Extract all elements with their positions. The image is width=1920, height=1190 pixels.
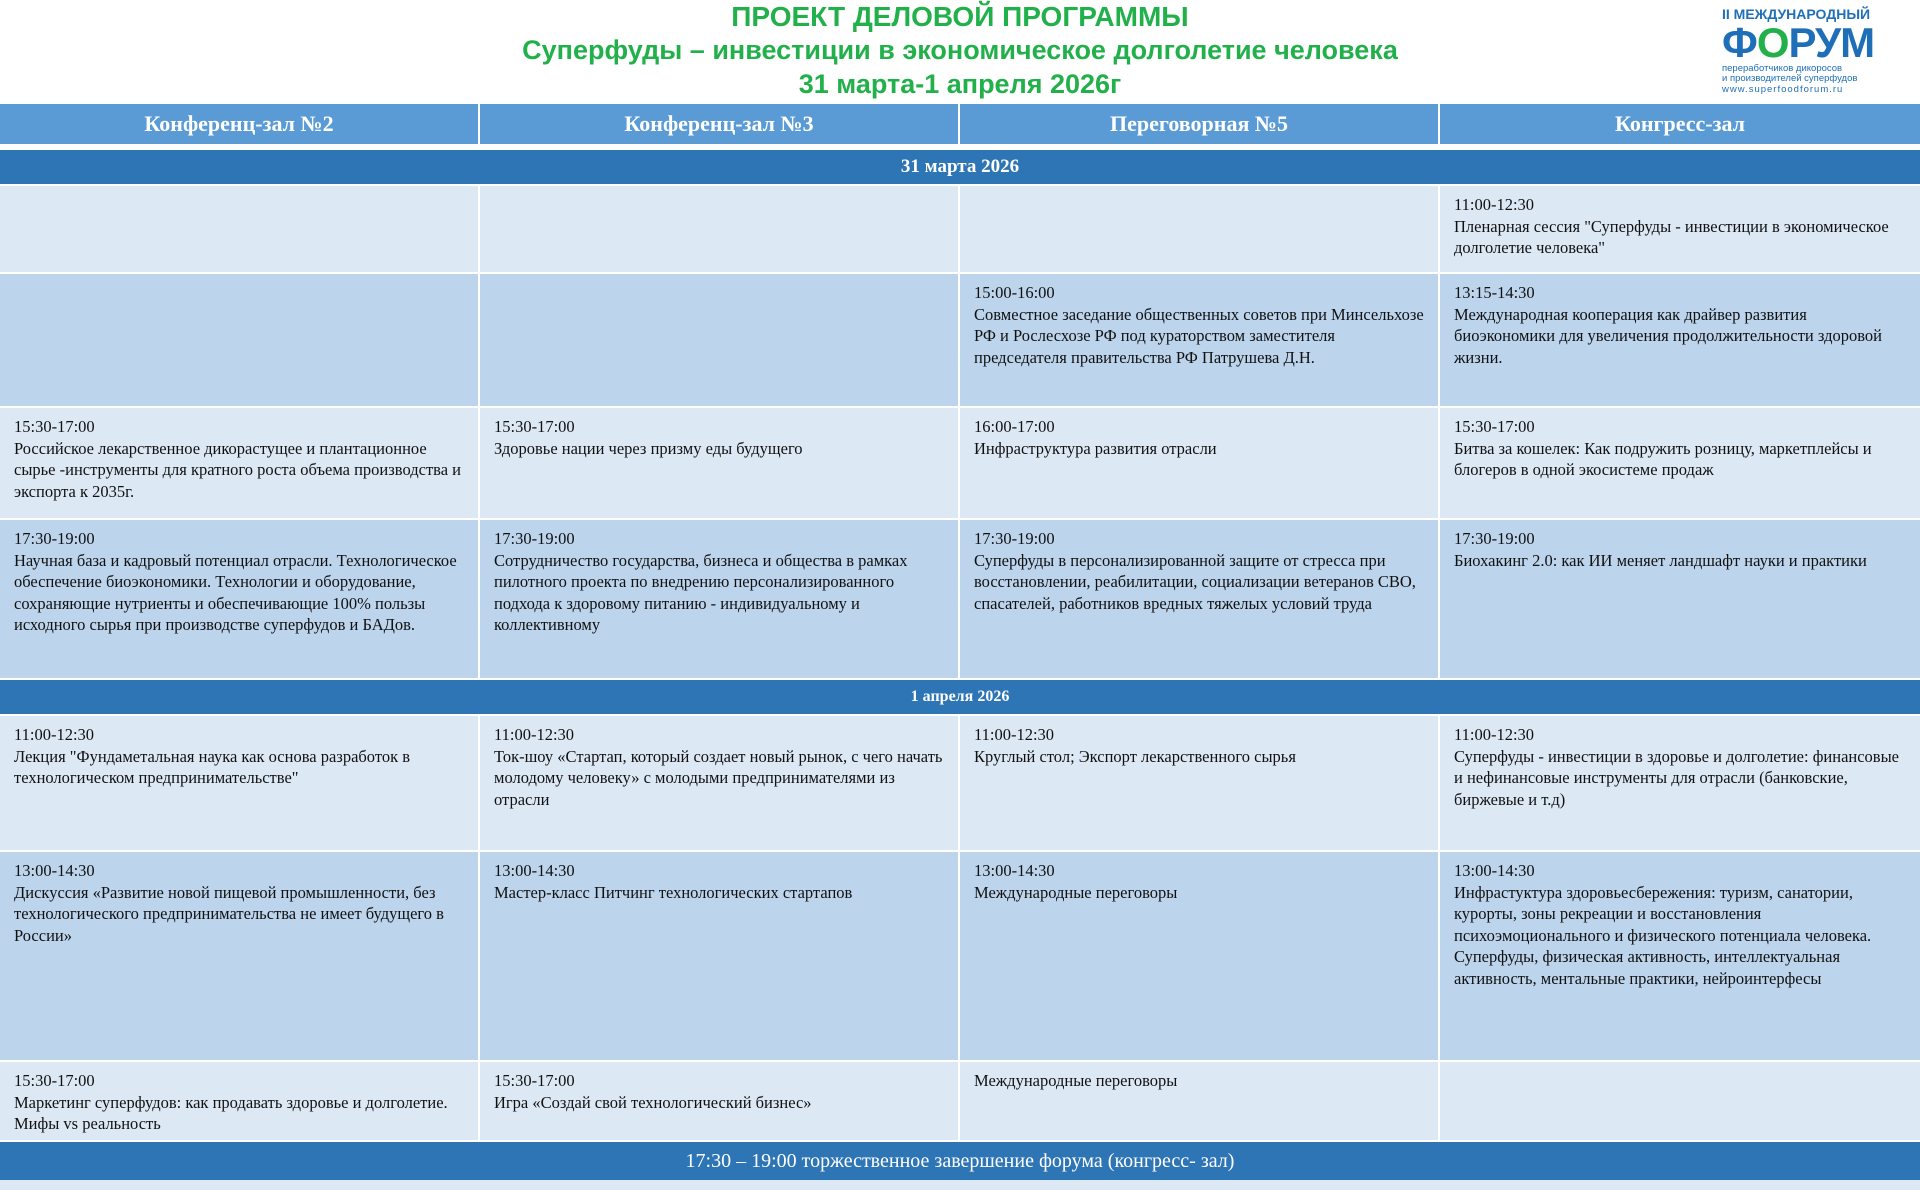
session-title: Сотрудничество государства, бизнеса и общества в рамках пилотного проекта по внедрению персонализированного подхода к здоровому питанию - индивидуальному и коллективному [494, 550, 908, 634]
session-cell [1440, 408, 1920, 520]
empty-cell [480, 274, 960, 408]
session-cell [0, 852, 480, 1062]
session-cell [480, 852, 960, 1062]
program-dates: 31 марта-1 апреля 2026г [798, 69, 1122, 99]
schedule-row [0, 408, 1920, 520]
session-cell [960, 852, 1440, 1062]
schedule-row [0, 186, 1920, 274]
session-title: Международная кооперация как драйвер развития биоэкономики для увеличения продолжительности здоровой жизни. [1454, 304, 1883, 367]
forum-logo [1722, 6, 1882, 102]
session-time: 13:00-14:30 [494, 861, 575, 880]
session-title: Научная база и кадровый потенциал отрасли. Технологическое обеспечение биоэкономики. Технологии и оборудование, сохраняющие нутриенты и обеспечивающие 100% пользы исходного сырья при производстве суперфудов и БАДов. [14, 550, 457, 634]
session-time: 17:30-19:00 [974, 529, 1055, 548]
session-cell [1440, 520, 1920, 680]
session-title: Международные переговоры [974, 882, 1178, 902]
session-cell [960, 716, 1440, 852]
leaf-o-icon: О [1756, 19, 1789, 66]
column-header: Переговорная №5 [960, 104, 1440, 146]
program-subtitle: Суперфуды – инвестиции в экономическое долголетие человека [522, 35, 1398, 65]
session-cell [1440, 852, 1920, 1062]
session-time: 13:00-14:30 [14, 861, 95, 880]
session-title: Мастер-класс Питчинг технологических стартапов [494, 882, 853, 902]
session-cell [0, 716, 480, 852]
session-cell [960, 408, 1440, 520]
session-title: Ток-шоу «Стартап, который создает новый рынок, с чего начать молодому человеку» с молодыми предпринимателями из отрасли [494, 746, 943, 809]
session-time: 15:30-17:00 [494, 417, 575, 436]
program-title: ПРОЕКТ ДЕЛОВОЙ ПРОГРАММЫ [731, 1, 1189, 32]
session-cell [0, 520, 480, 680]
day-header: 31 марта 2026 [0, 150, 1920, 186]
session-cell [960, 1062, 1440, 1142]
empty-cell [480, 186, 960, 274]
schedule-row [0, 274, 1920, 408]
day-header: 1 апреля 2026 [0, 680, 1920, 716]
logo-website: www.superfoodforum.ru [1722, 84, 1844, 95]
empty-cell [960, 186, 1440, 274]
schedule-row [0, 716, 1920, 852]
session-time: 13:00-14:30 [1454, 861, 1535, 880]
session-cell [1440, 186, 1920, 274]
session-title: Инфраструктура развития отрасли [974, 438, 1217, 458]
empty-cell [1440, 1062, 1920, 1142]
session-cell [480, 520, 960, 680]
session-cell [0, 408, 480, 520]
session-title: Международные переговоры [974, 1071, 1178, 1090]
session-time: 13:00-14:30 [974, 861, 1055, 880]
session-title: Совместное заседание общественных советов при Минсельхозе РФ и Рослесхозе РФ под кураторством заместителя председателя правительства РФ Патрушева Д.Н. [974, 304, 1424, 367]
session-title: Лекция "Фундаметальная наука как основа разработок в технологическом предпринимательстве" [14, 746, 410, 787]
session-time: 15:30-17:00 [14, 1071, 95, 1090]
session-cell [480, 716, 960, 852]
session-title: Здоровье нации через призму еды будущего [494, 438, 803, 458]
logo-line-1: переработчиков дикоросов [1722, 63, 1843, 74]
logo-top-text: II МЕЖДУНАРОДНЫЙ [1722, 6, 1871, 22]
session-time: 16:00-17:00 [974, 417, 1055, 436]
schedule-row [0, 520, 1920, 680]
session-title: Суперфуды в персонализированной защите от стресса при восстановлении, реабилитации, социализации ветеранов СВО, спасателей, работников вредных тяжелых условий труда [974, 550, 1416, 613]
session-title: Игра «Создай свой технологический бизнес» [494, 1092, 812, 1112]
session-title: Пленарная сессия "Суперфуды - инвестиции в экономическое долголетие человека" [1454, 216, 1889, 257]
session-cell [480, 1062, 960, 1142]
closing-ceremony-banner: 17:30 – 19:00 торжественное завершение форума (конгресс- зал) [0, 1142, 1920, 1180]
logo-line-2: и производителей суперфудов [1722, 73, 1858, 84]
empty-cell [0, 186, 480, 274]
empty-cell [0, 274, 480, 408]
session-title: Дискуссия «Развитие новой пищевой промышленности, без технологического предпринимательства не имеет будущего в России» [14, 882, 444, 945]
session-cell [1440, 274, 1920, 408]
column-header: Конференц-зал №2 [0, 104, 480, 146]
column-header-row [0, 104, 1920, 146]
column-header: Конгресс-зал [1440, 104, 1920, 146]
session-time: 11:00-12:30 [14, 725, 95, 744]
session-title: Маркетинг суперфудов: как продавать здоровье и долголетие. Мифы vs реальность [14, 1092, 448, 1133]
session-title: Суперфуды - инвестиции в здоровье и долголетие: финансовые и нефинансовые инструменты для отрасли (банковские, биржевые и т.д) [1454, 746, 1899, 809]
session-time: 11:00-12:30 [1454, 195, 1535, 214]
session-title: Круглый стол; Экспорт лекарственного сырья [974, 746, 1296, 766]
session-time: 15:30-17:00 [494, 1071, 575, 1090]
session-title: Российское лекарственное дикорастущее и плантационное сырье -инструменты для кратного роста объема производства и экспорта к 2035г. [14, 438, 462, 501]
session-time: 15:30-17:00 [1454, 417, 1535, 436]
session-time: 11:00-12:30 [494, 725, 575, 744]
column-header: Конференц-зал №3 [480, 104, 960, 146]
session-time: 17:30-19:00 [14, 529, 95, 548]
session-time: 11:00-12:30 [974, 725, 1055, 744]
session-time: 17:30-19:00 [494, 529, 575, 548]
table-bottom-strip [0, 1180, 1920, 1190]
session-cell [480, 408, 960, 520]
page-header [0, 0, 1920, 103]
session-cell [0, 1062, 480, 1142]
schedule-row [0, 852, 1920, 1062]
session-time: 15:00-16:00 [974, 283, 1055, 302]
session-cell [960, 520, 1440, 680]
session-time: 15:30-17:00 [14, 417, 95, 436]
session-cell [960, 274, 1440, 408]
session-title: Битва за кошелек: Как подружить розницу, маркетплейсы и блогеров в одной экосистеме продаж [1454, 438, 1872, 479]
schedule-table [0, 104, 1920, 1190]
session-time: 17:30-19:00 [1454, 529, 1535, 548]
session-cell [1440, 716, 1920, 852]
session-time: 13:15-14:30 [1454, 283, 1535, 302]
logo-forum-word: ФОРУМ [1722, 19, 1875, 66]
session-title: Инфрастуктура здоровьесбережения: туризм, санатории, курорты, зоны рекреации и восстановления психоэмоционального и физического потенциала человека. Суперфуды, физическая активность, интеллектуальная активность, ментальные практики, нейроинтерфесы [1454, 882, 1872, 988]
session-title: Биохакинг 2.0: как ИИ меняет ландшафт науки и практики [1454, 550, 1867, 570]
schedule-row [0, 1062, 1920, 1142]
session-time: 11:00-12:30 [1454, 725, 1535, 744]
